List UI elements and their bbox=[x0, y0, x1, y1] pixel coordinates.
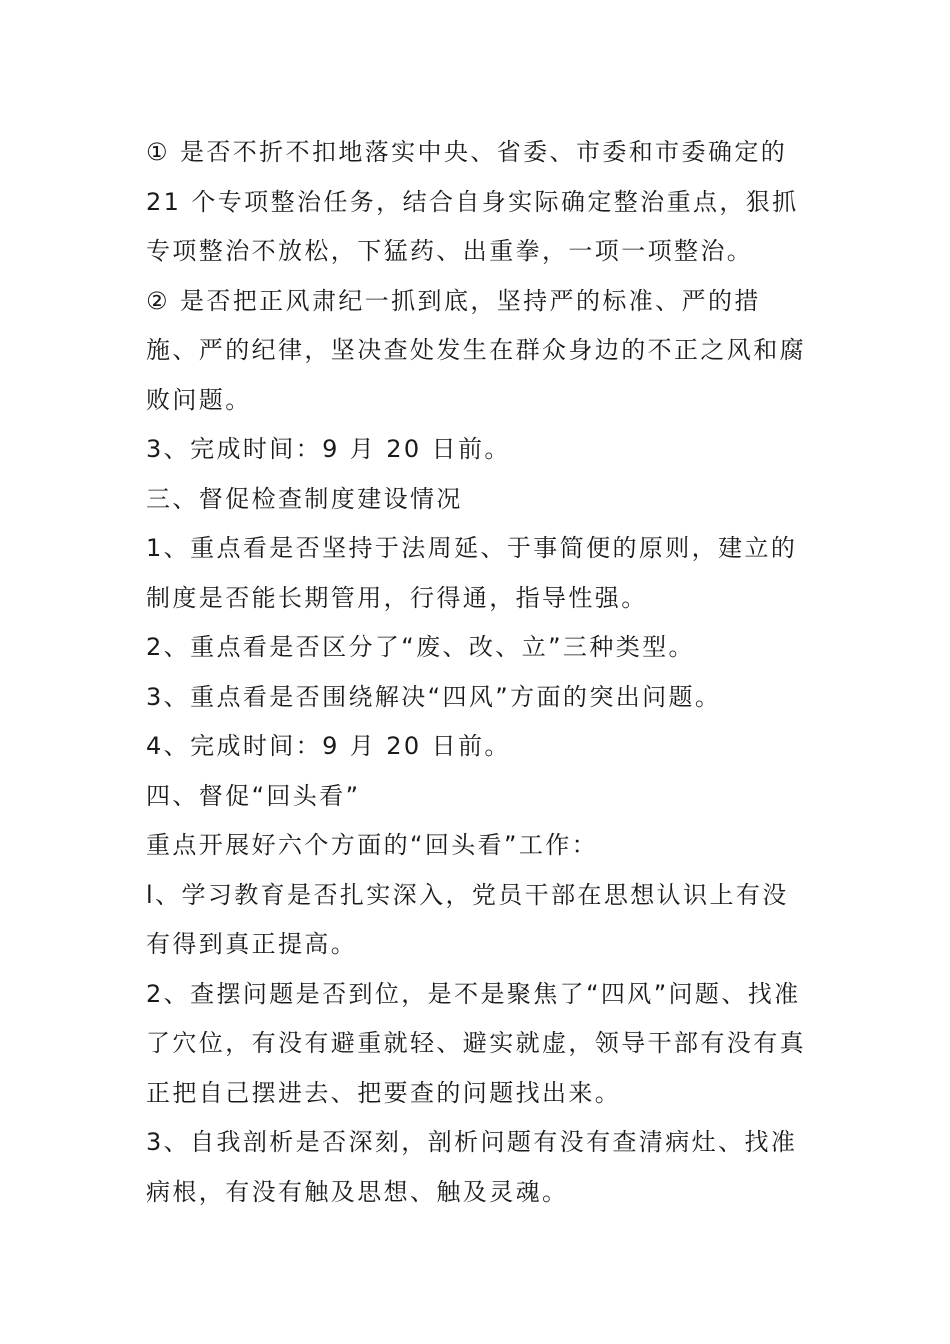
document-body bbox=[146, 128, 806, 1217]
paragraph-point-2: 2、重点看是否区分了“废、改、立”三种类型。 bbox=[146, 633, 695, 661]
section-heading-3: 三、督促检查制度建设情况 bbox=[146, 484, 463, 513]
paragraph-completion-time-1: 3、完成时间：9 月 20 日前。 bbox=[146, 435, 511, 463]
paragraph-review-2: 2、查摆问题是否到位，是不是聚焦了“四风”问题、找准了穴位，有没有避重就轻、避实就虚，领导干部有没有真正把自己摆进去、把要查的问题找出来。 bbox=[146, 979, 806, 1107]
paragraph-item-2: ② 是否把正风肃纪一抓到底，坚持严的标准、严的措施、严的纪律，坚决查处发生在群众身边的不正之风和腐败问题。 bbox=[146, 286, 806, 414]
paragraph-intro: 重点开展好六个方面的“回头看”工作： bbox=[146, 831, 599, 859]
paragraph-completion-time-2: 4、完成时间：9 月 20 日前。 bbox=[146, 732, 511, 760]
paragraph-review-1: l、学习教育是否扎实深入，党员干部在思想认识上有没有得到真正提高。 bbox=[146, 880, 789, 958]
paragraph-point-3: 3、重点看是否围绕解决“四风”方面的突出问题。 bbox=[146, 682, 722, 711]
paragraph-item-1: ① 是否不折不扣地落实中央、省委、市委和市委确定的 21 个专项整治任务，结合自身实际确定整治重点，狠抓专项整治不放松，下猛药、出重拳，一项一项整治。 bbox=[146, 138, 799, 265]
paragraph-review-3: 3、自我剖析是否深刻，剖析问题有没有查清病灶、找准病根，有没有触及思想、触及灵魂。 bbox=[146, 1128, 798, 1206]
section-heading-4: 四、督促“回头看” bbox=[146, 781, 361, 810]
paragraph-point-1: 1、重点看是否坚持于法周延、于事简便的原则，建立的制度是否能长期管用，行得通，指导性强。 bbox=[146, 534, 798, 612]
